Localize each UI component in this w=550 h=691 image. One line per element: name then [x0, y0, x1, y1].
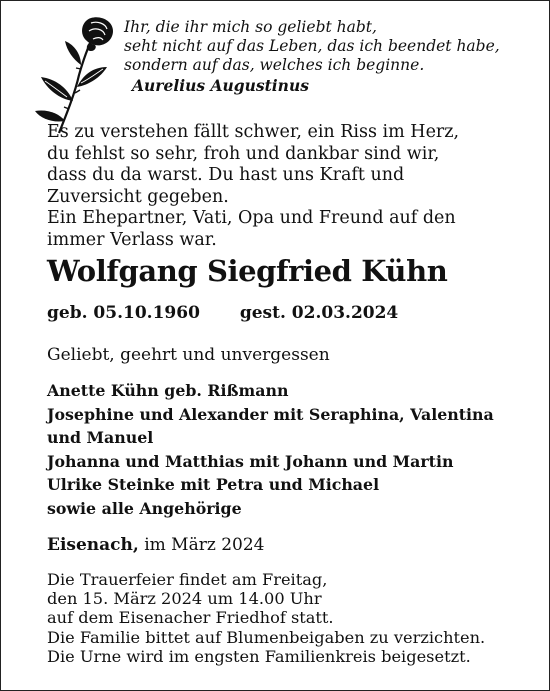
mourner-line: Josephine und Alexander mit Seraphina, Valentina [47, 404, 494, 424]
birth-date: geb. 05.10.1960 [47, 303, 200, 323]
funeral-info [47, 570, 547, 666]
quote-author: Aurelius Augustinus [132, 76, 309, 95]
intro-line: Es zu verstehen fällt schwer, ein Riss im Herz, [47, 122, 460, 142]
funeral-line: auf dem Eisenacher Friedhof statt. [47, 608, 334, 628]
intro-line: Ein Ehepartner, Vati, Opa und Freund auf den [47, 208, 456, 229]
mourners-list [47, 379, 547, 520]
intro-line: Zuversicht gegeben. [47, 186, 229, 207]
mourners-heading: Geliebt, geehrt und unvergessen [47, 345, 330, 365]
death-date: gest. 02.03.2024 [239, 303, 399, 323]
funeral-line: Die Urne wird im engsten Familienkreis beigesetzt. [47, 646, 471, 666]
life-dates [47, 303, 398, 323]
quote-line: sondern auf das, welches ich beginne. [124, 56, 425, 74]
funeral-line: den 15. März 2024 um 14.00 Uhr [47, 589, 322, 609]
deceased-name: Wolfgang Siegfried Kühn [47, 254, 448, 288]
funeral-line: Die Trauerfeier findet am Freitag, [47, 570, 328, 589]
intro-line: immer Verlass war. [47, 229, 217, 250]
mourner-line: Anette Kühn geb. Rißmann [47, 381, 289, 400]
place-city: Eisenach, [47, 535, 139, 555]
quote-line: seht nicht auf das Leben, das ich beendet habe, [124, 37, 500, 55]
intro-text [47, 122, 547, 252]
mourner-line: und Manuel [47, 428, 154, 447]
mourner-line: sowie alle Angehörige [47, 498, 242, 518]
quote-block [124, 18, 534, 95]
funeral-line: Die Familie bittet auf Blumenbeigaben zu verzichten. [47, 627, 486, 647]
quote-line: Ihr, die ihr mich so geliebt habt, [124, 18, 377, 36]
place-date [47, 535, 264, 555]
rose-icon [29, 13, 124, 138]
mourner-line: Ulrike Steinke mit Petra und Michael [47, 475, 380, 494]
intro-line: dass du da warst. Du hast uns Kraft und [47, 165, 405, 186]
mourner-line: Johanna und Matthias mit Johann und Martin [47, 451, 454, 471]
intro-line: du fehlst so sehr, froh und dankbar sind wir, [47, 143, 440, 164]
place-month: im März 2024 [144, 535, 265, 555]
